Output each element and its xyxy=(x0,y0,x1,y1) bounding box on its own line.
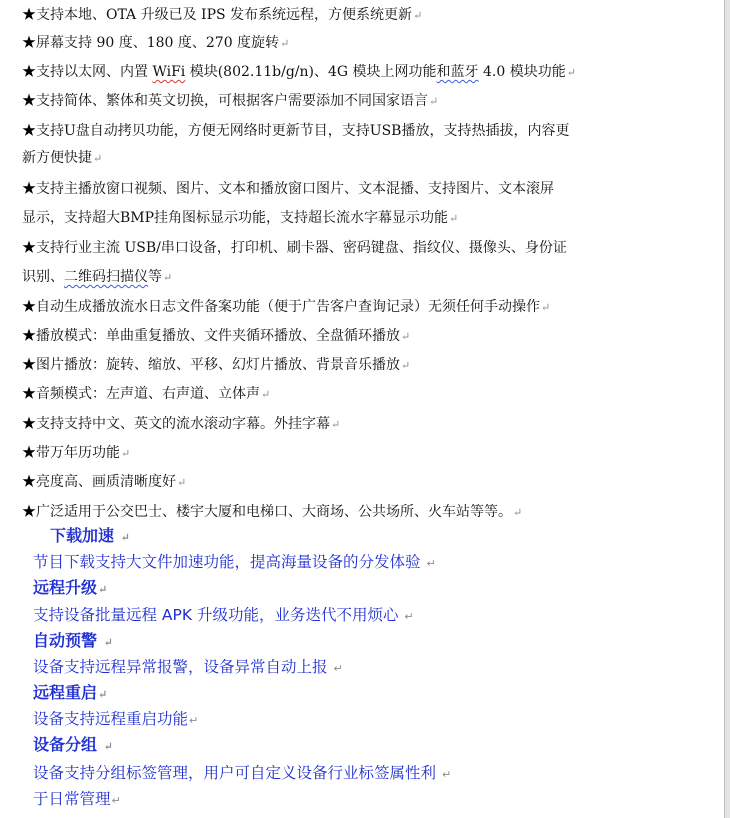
feature-text: 自动生成播放流水日志文件备案功能（便于广告客户查询记录）无须任何手动操作 xyxy=(36,299,540,315)
star-bullet-icon: ★ xyxy=(22,299,36,315)
feature-text: 识别、 xyxy=(22,269,64,285)
feature-line-1 xyxy=(22,0,642,31)
star-bullet-icon: ★ xyxy=(22,93,36,109)
section-body-remote-upgrade xyxy=(33,602,414,630)
feature-text: 等 xyxy=(148,269,162,285)
paragraph-mark-icon: ↵ xyxy=(566,66,576,79)
feature-text: 支持主播放窗口视频、图片、文本和播放窗口图片、文本混播、支持图片、文本滚屏 xyxy=(36,181,554,197)
feature-line-4 xyxy=(22,86,642,117)
feature-text: 支持行业主流 USB/串口设备，打印机、刷卡器、密码键盘、指纹仪、摄像头、身份证 xyxy=(36,240,567,256)
paragraph-mark-icon: ↵ xyxy=(449,212,459,225)
paragraph-mark-icon: ↵ xyxy=(98,688,108,701)
feature-text: 亮度高、画质清晰度好 xyxy=(36,474,176,490)
feature-line-10 xyxy=(22,350,642,381)
section-title-text: 自动预警 xyxy=(33,631,98,650)
paragraph-mark-icon: ↵ xyxy=(177,476,187,489)
section-body-grouping-cont xyxy=(33,786,121,814)
section-title-alert xyxy=(33,628,113,656)
feature-line-2 xyxy=(22,28,642,59)
star-bullet-icon: ★ xyxy=(22,123,36,139)
section-title-text: 设备分组 xyxy=(33,735,98,754)
feature-text: 图片播放：旋转、缩放、平移、幻灯片播放、背景音乐播放 xyxy=(36,357,400,373)
paragraph-mark-icon: ↵ xyxy=(541,301,551,314)
section-title-restart xyxy=(33,680,107,708)
spellcheck-word: WiFi xyxy=(152,64,186,80)
paragraph-mark-icon: ↵ xyxy=(513,506,523,519)
paragraph-mark-icon: ↵ xyxy=(163,271,173,284)
paragraph-mark-icon: ↵ xyxy=(429,95,439,108)
section-title-grouping xyxy=(33,732,113,760)
paragraph-mark-icon: ↵ xyxy=(333,662,343,675)
feature-line-7b xyxy=(22,262,642,293)
section-body-download xyxy=(33,549,436,577)
star-bullet-icon: ★ xyxy=(22,240,36,256)
star-bullet-icon: ★ xyxy=(22,474,36,490)
star-bullet-icon: ★ xyxy=(22,64,36,80)
section-body-text: 设备支持远程重启功能 xyxy=(33,710,189,728)
section-title-text: 远程重启 xyxy=(33,683,98,702)
star-bullet-icon: ★ xyxy=(22,416,36,432)
star-bullet-icon: ★ xyxy=(22,386,36,402)
feature-text: 支持以太网、内置 xyxy=(36,64,153,80)
paragraph-mark-icon: ↵ xyxy=(401,359,411,372)
page-edge-shadow xyxy=(724,0,730,818)
feature-text: 带万年历功能 xyxy=(36,445,120,461)
feature-line-8 xyxy=(22,292,642,323)
grammar-check-word: 二维码扫描仪 xyxy=(64,269,148,285)
feature-text: 模块(802.11b/g/n)、4G 模块上网功能 xyxy=(185,64,437,80)
feature-text: 4.0 模块功能 xyxy=(478,64,566,80)
section-body-alert xyxy=(33,654,343,682)
paragraph-mark-icon: ↵ xyxy=(103,740,113,753)
feature-text: 支持支持中文、英文的流水滚动字幕。外挂字幕 xyxy=(36,416,330,432)
feature-line-3 xyxy=(22,57,642,88)
section-title-download xyxy=(50,523,130,551)
star-bullet-icon: ★ xyxy=(22,328,36,344)
paragraph-mark-icon: ↵ xyxy=(441,768,452,781)
feature-line-13 xyxy=(22,438,642,469)
paragraph-mark-icon: ↵ xyxy=(93,152,103,165)
grammar-check-word: 和蓝牙 xyxy=(436,64,479,80)
star-bullet-icon: ★ xyxy=(22,357,36,373)
feature-text: 支持简体、繁体和英文切换，可根据客户需要添加不同国家语言 xyxy=(36,93,428,109)
star-bullet-icon: ★ xyxy=(22,181,36,197)
star-bullet-icon: ★ xyxy=(22,445,36,461)
section-body-restart xyxy=(33,706,198,734)
section-body-text: 设备支持远程异常报警，设备异常自动上报 xyxy=(33,658,328,676)
paragraph-mark-icon: ↵ xyxy=(103,636,113,649)
section-title-remote-upgrade xyxy=(33,575,107,603)
paragraph-mark-icon: ↵ xyxy=(189,714,199,727)
section-body-grouping xyxy=(33,760,451,788)
section-body-text: 于日常管理 xyxy=(33,790,111,808)
paragraph-mark-icon: ↵ xyxy=(426,557,436,570)
paragraph-mark-icon: ↵ xyxy=(413,9,423,22)
section-body-text: 设备支持分组标签管理，用户可自定义设备行业标签属性利 xyxy=(33,764,437,782)
feature-text: 新方便快捷 xyxy=(22,150,92,166)
paragraph-mark-icon: ↵ xyxy=(401,330,411,343)
star-bullet-icon: ★ xyxy=(22,35,36,51)
feature-text: 广泛适用于公交巴士、楼宇大厦和电梯口、大商场、公共场所、火车站等等。 xyxy=(36,504,512,520)
section-title-text: 下载加速 xyxy=(50,526,115,545)
feature-line-6b xyxy=(22,203,642,234)
paragraph-mark-icon: ↵ xyxy=(331,418,341,431)
paragraph-mark-icon: ↵ xyxy=(98,583,108,596)
feature-line-7a xyxy=(22,233,642,263)
feature-line-5b xyxy=(22,143,642,174)
feature-text: 显示，支持超大BMP挂角图标显示功能，支持超长流水字幕显示功能 xyxy=(22,210,449,226)
feature-text: 支持本地、OTA 升级已及 IPS 发布系统远程，方便系统更新 xyxy=(36,7,413,23)
feature-line-12 xyxy=(22,409,642,440)
paragraph-mark-icon: ↵ xyxy=(120,531,130,544)
feature-text: 音频模式：左声道、右声道、立体声 xyxy=(36,386,260,402)
feature-line-14 xyxy=(22,467,642,498)
paragraph-mark-icon: ↵ xyxy=(121,447,131,460)
paragraph-mark-icon: ↵ xyxy=(404,610,414,623)
section-body-text: 支持设备批量远程 APK 升级功能，业务迭代不用烦心 xyxy=(33,606,399,624)
star-bullet-icon: ★ xyxy=(22,7,36,23)
feature-text: 播放模式：单曲重复播放、文件夹循环播放、全盘循环播放 xyxy=(36,328,400,344)
feature-line-9 xyxy=(22,321,642,352)
section-title-text: 远程升级 xyxy=(33,578,98,597)
paragraph-mark-icon: ↵ xyxy=(261,388,271,401)
feature-text: 支持U盘自动拷贝功能，方便无网络时更新节目，支持USB播放，支持热插拔，内容更 xyxy=(36,123,570,139)
paragraph-mark-icon: ↵ xyxy=(280,37,290,50)
paragraph-mark-icon: ↵ xyxy=(111,794,121,807)
star-bullet-icon: ★ xyxy=(22,504,36,520)
feature-text: 屏幕支持 90 度、180 度、270 度旋转 xyxy=(36,35,280,51)
section-body-text: 节目下载支持大文件加速功能，提高海量设备的分发体验 xyxy=(33,553,421,571)
feature-line-11 xyxy=(22,379,642,410)
feature-line-5a xyxy=(22,116,642,146)
feature-line-6a xyxy=(22,174,642,204)
